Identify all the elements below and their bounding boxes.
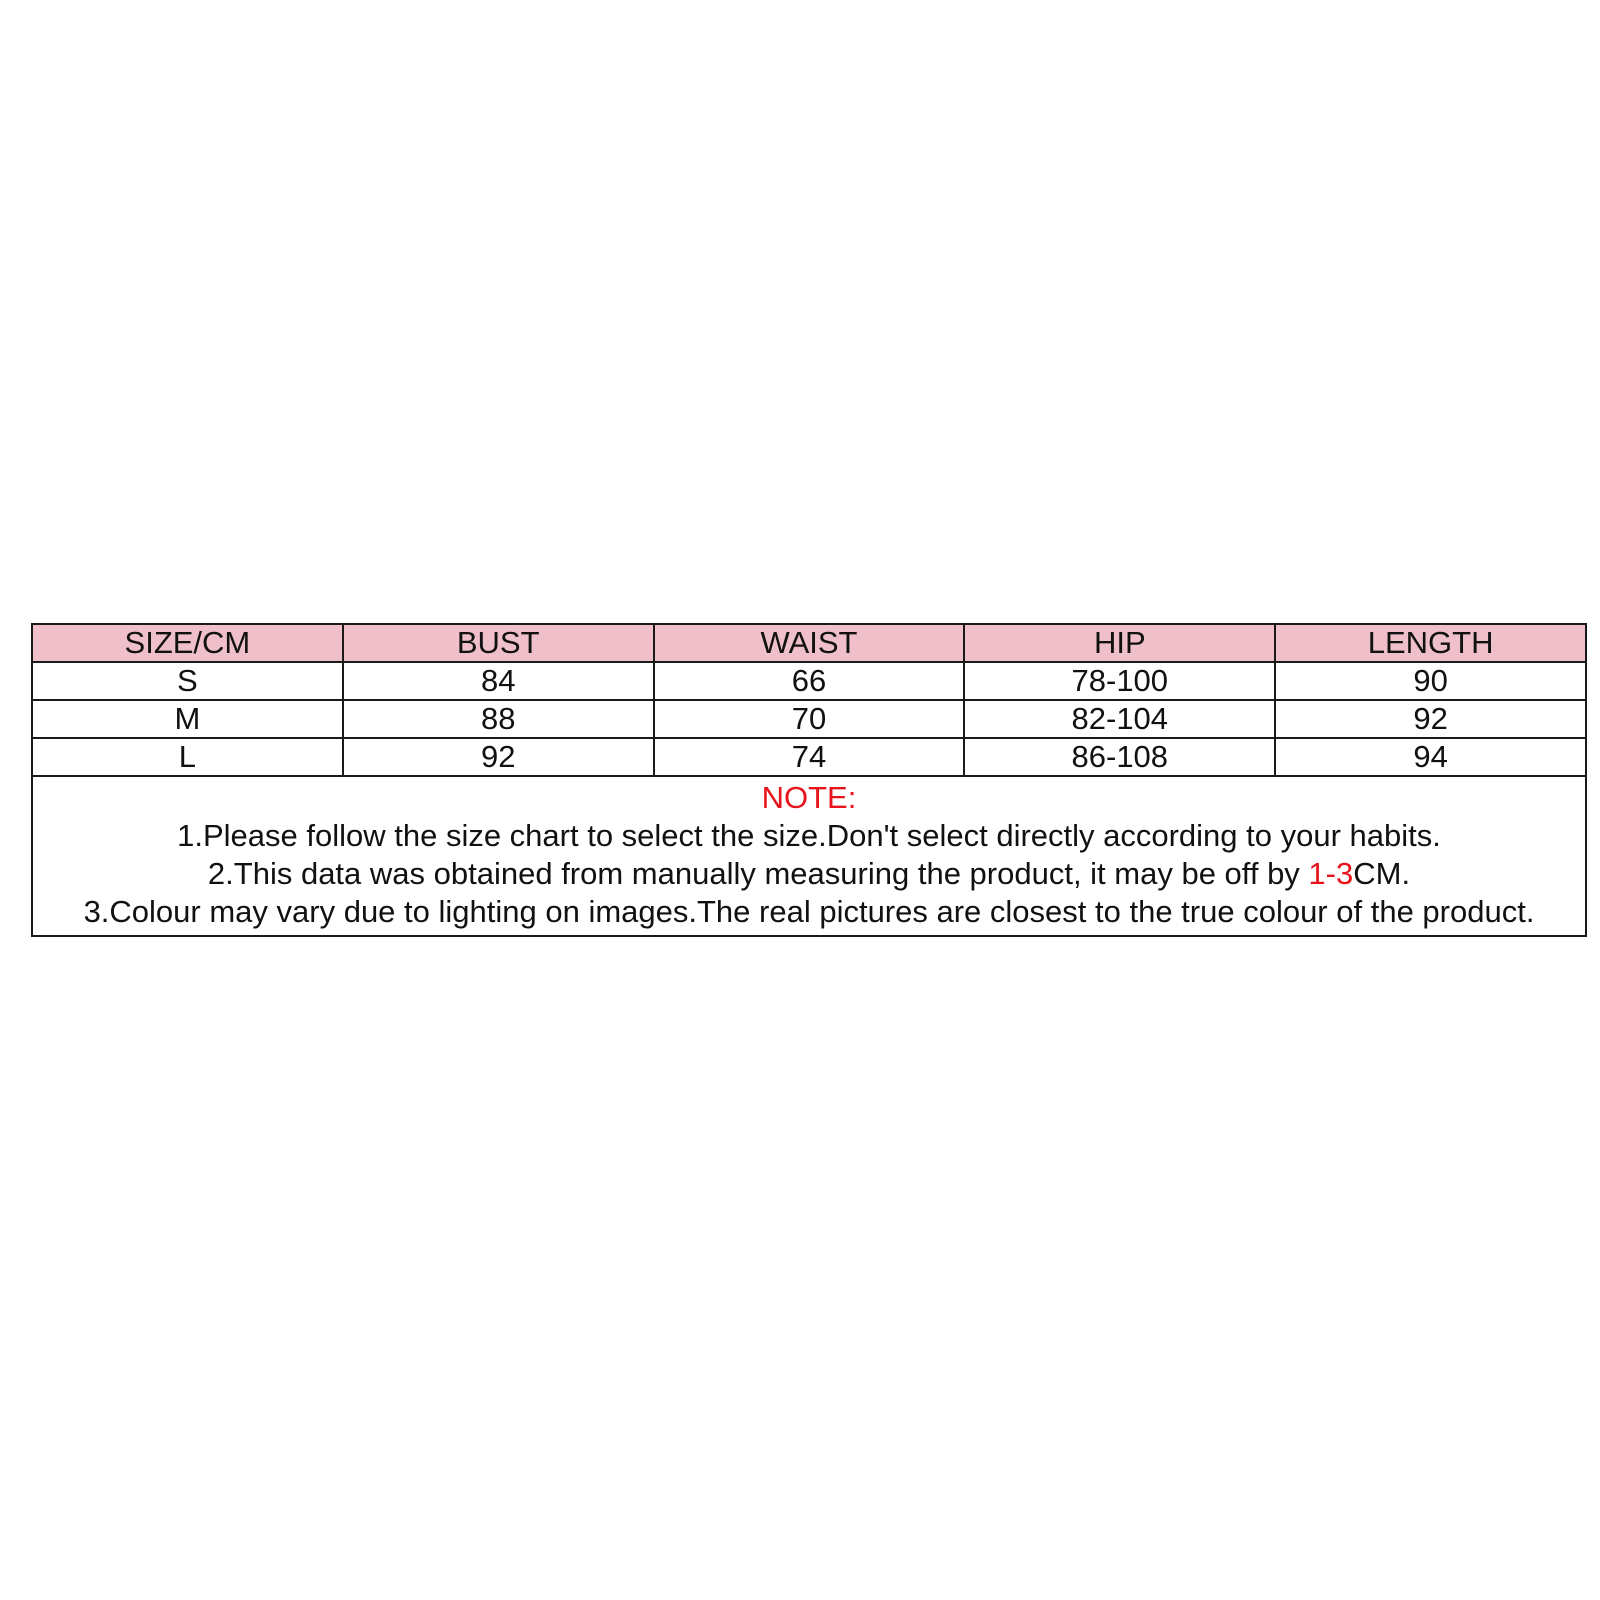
- note-row: [32, 776, 1586, 936]
- cell-size: S: [32, 662, 343, 700]
- note-line-3: 3.Colour may vary due to lighting on images.The real pictures are closest to the true colour of the product.: [83, 894, 1535, 929]
- table-row: [32, 738, 1586, 776]
- table-row: [32, 662, 1586, 700]
- note-line-2-prefix: 2.This data was obtained from manually measuring the product, it may be off by: [207, 856, 1309, 891]
- cell-waist: 70: [654, 700, 965, 738]
- note-cell: [32, 776, 1586, 936]
- cell-bust: 84: [343, 662, 654, 700]
- cell-hip: 78-100: [964, 662, 1275, 700]
- header-bust: BUST: [343, 624, 654, 662]
- cell-hip: 82-104: [964, 700, 1275, 738]
- note-line-2-range: 1-3: [1308, 856, 1354, 891]
- cell-length: 92: [1275, 700, 1586, 738]
- table-row: [32, 700, 1586, 738]
- size-chart-header: [32, 624, 1586, 662]
- cell-size: L: [32, 738, 343, 776]
- size-chart-body: [32, 662, 1586, 936]
- note-line-2-suffix: CM.: [1353, 856, 1411, 891]
- cell-size: M: [32, 700, 343, 738]
- note-line-1: 1.Please follow the size chart to select the size.Don't select directly according to your habits.: [177, 818, 1441, 853]
- size-chart-table: [31, 623, 1587, 937]
- header-hip: HIP: [964, 624, 1275, 662]
- note-title: NOTE:: [761, 780, 857, 815]
- cell-waist: 66: [654, 662, 965, 700]
- cell-waist: 74: [654, 738, 965, 776]
- header-row: [32, 624, 1586, 662]
- cell-length: 90: [1275, 662, 1586, 700]
- note-line-2: [33, 855, 1585, 893]
- header-waist: WAIST: [654, 624, 965, 662]
- cell-hip: 86-108: [964, 738, 1275, 776]
- header-length: LENGTH: [1275, 624, 1586, 662]
- cell-bust: 88: [343, 700, 654, 738]
- cell-length: 94: [1275, 738, 1586, 776]
- header-size: SIZE/CM: [32, 624, 343, 662]
- cell-bust: 92: [343, 738, 654, 776]
